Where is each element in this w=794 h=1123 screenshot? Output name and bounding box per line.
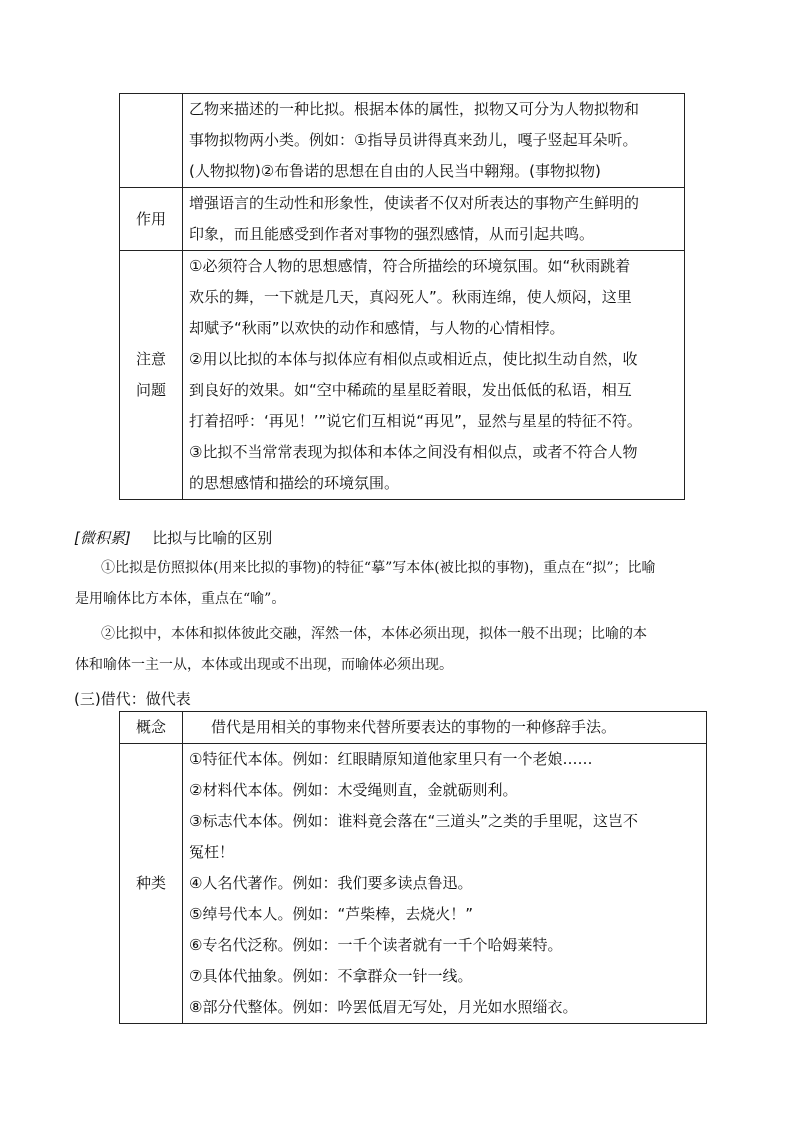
text-line: 事物拟物两小类。例如：①指导员讲得真来劲儿，嘎子竖起耳朵听。 xyxy=(189,131,638,149)
text-line: ①特征代本体。例如：红眼睛原知道他家里只有一个老娘…… xyxy=(189,750,593,768)
table-row xyxy=(120,251,685,500)
text-line: ⑦具体代抽象。例如：不拿群众一针一线。 xyxy=(189,967,473,985)
kinds-cell xyxy=(183,744,707,1024)
text-line: ⑥专名代泛称。例如：一千个读者就有一千个哈姆莱特。 xyxy=(189,936,563,954)
text-line: 到良好的效果。如“空中稀疏的星星眨着眼，发出低低的私语，相互 xyxy=(189,381,632,399)
text-line: 的思想感情和描绘的环境氛围。 xyxy=(189,474,400,492)
text-line: 欢乐的舞，一下就是几天，真闷死人”。秋雨连绵，使人烦闷，这里 xyxy=(189,288,632,306)
concept-cell xyxy=(183,712,707,744)
table-row xyxy=(120,94,685,188)
text-line: ①必须符合人物的思想感情，符合所描绘的环境氛围。如“秋雨跳着 xyxy=(189,257,631,275)
text-line: ③比拟不当常常表现为拟体和本体之间没有相似点，或者不符合人物 xyxy=(189,443,638,461)
text-line: (人物拟物)②布鲁诺的思想在自由的人民当中翱翔。(事物拟物) xyxy=(189,162,601,180)
function-cell xyxy=(183,188,685,251)
text-line: ③标志代本体。例如：谁料竟会落在“三道头”之类的手里呢，这岂不 xyxy=(189,812,638,830)
paragraph-line: 体和喻体一主一从，本体或出现或不出现，而喻体必须出现。 xyxy=(75,657,453,673)
text-line: 借代是用相关的事物来代替所要表达的事物的一种修辞手法。 xyxy=(211,718,617,736)
text-line: ④人名代著作。例如：我们要多读点鲁迅。 xyxy=(189,874,473,892)
notes-cell xyxy=(183,251,685,500)
table-row xyxy=(120,188,685,251)
text-line: ⑧部分代整体。例如：吟罢低眉无写处，月光如水照缁衣。 xyxy=(189,998,578,1016)
text-line: ②材料代本体。例如：木受绳则直，金就砺则利。 xyxy=(189,781,518,799)
analogy-definition-cell xyxy=(183,94,685,188)
text-line: 打着招呼：‘再见！’”说它们互相说“再见”，显然与星星的特征不符。 xyxy=(189,412,642,430)
text-line: 却赋予“秋雨”以欢快的动作和感情，与人物的心情相悖。 xyxy=(189,319,565,337)
text-line: 印象，而且能感受到作者对事物的强烈感情，从而引起共鸣。 xyxy=(189,225,595,243)
rhetoric-table-metonymy xyxy=(119,711,707,1024)
row-label-empty xyxy=(120,94,183,188)
rhetoric-table-analogy xyxy=(119,93,685,500)
label-line: 问题 xyxy=(135,381,166,399)
text-line: ②用以比拟的本体与拟体应有相似点或相近点，使比拟生动自然，收 xyxy=(189,350,638,368)
row-label-kinds: 种类 xyxy=(120,744,183,1024)
table-row xyxy=(120,712,707,744)
row-label-concept: 概念 xyxy=(120,712,183,744)
paragraph-line: 是用喻体比方本体，重点在“喻”。 xyxy=(75,591,286,607)
text-line: 冤枉！ xyxy=(189,843,235,861)
row-label-notes xyxy=(120,251,183,500)
section-heading: (三)借代：做代表 xyxy=(74,690,191,708)
heading-title: 比拟与比喻的区别 xyxy=(152,529,273,547)
micro-accumulation-heading xyxy=(74,527,272,548)
heading-bracket-label: [微积累] xyxy=(74,529,131,547)
paragraph-line: ①比拟是仿照拟体(用来比拟的事物)的特征“摹”写本体(被比拟的事物)，重点在“拟”；比喻 xyxy=(101,560,656,576)
label-line: 注意 xyxy=(135,350,166,368)
row-label-function: 作用 xyxy=(120,188,183,251)
table-row xyxy=(120,744,707,1024)
text-line: 乙物来描述的一种比拟。根据本体的属性，拟物又可分为人物拟物和 xyxy=(189,100,640,118)
paragraph-line: ②比拟中，本体和拟体彼此交融，浑然一体，本体必须出现，拟体一般不出现；比喻的本 xyxy=(101,626,647,642)
text-line: ⑤绰号代本人。例如：“芦柴棒，去烧火！” xyxy=(189,905,473,923)
text-line: 增强语言的生动性和形象性，使读者不仅对所表达的事物产生鲜明的 xyxy=(189,194,640,212)
